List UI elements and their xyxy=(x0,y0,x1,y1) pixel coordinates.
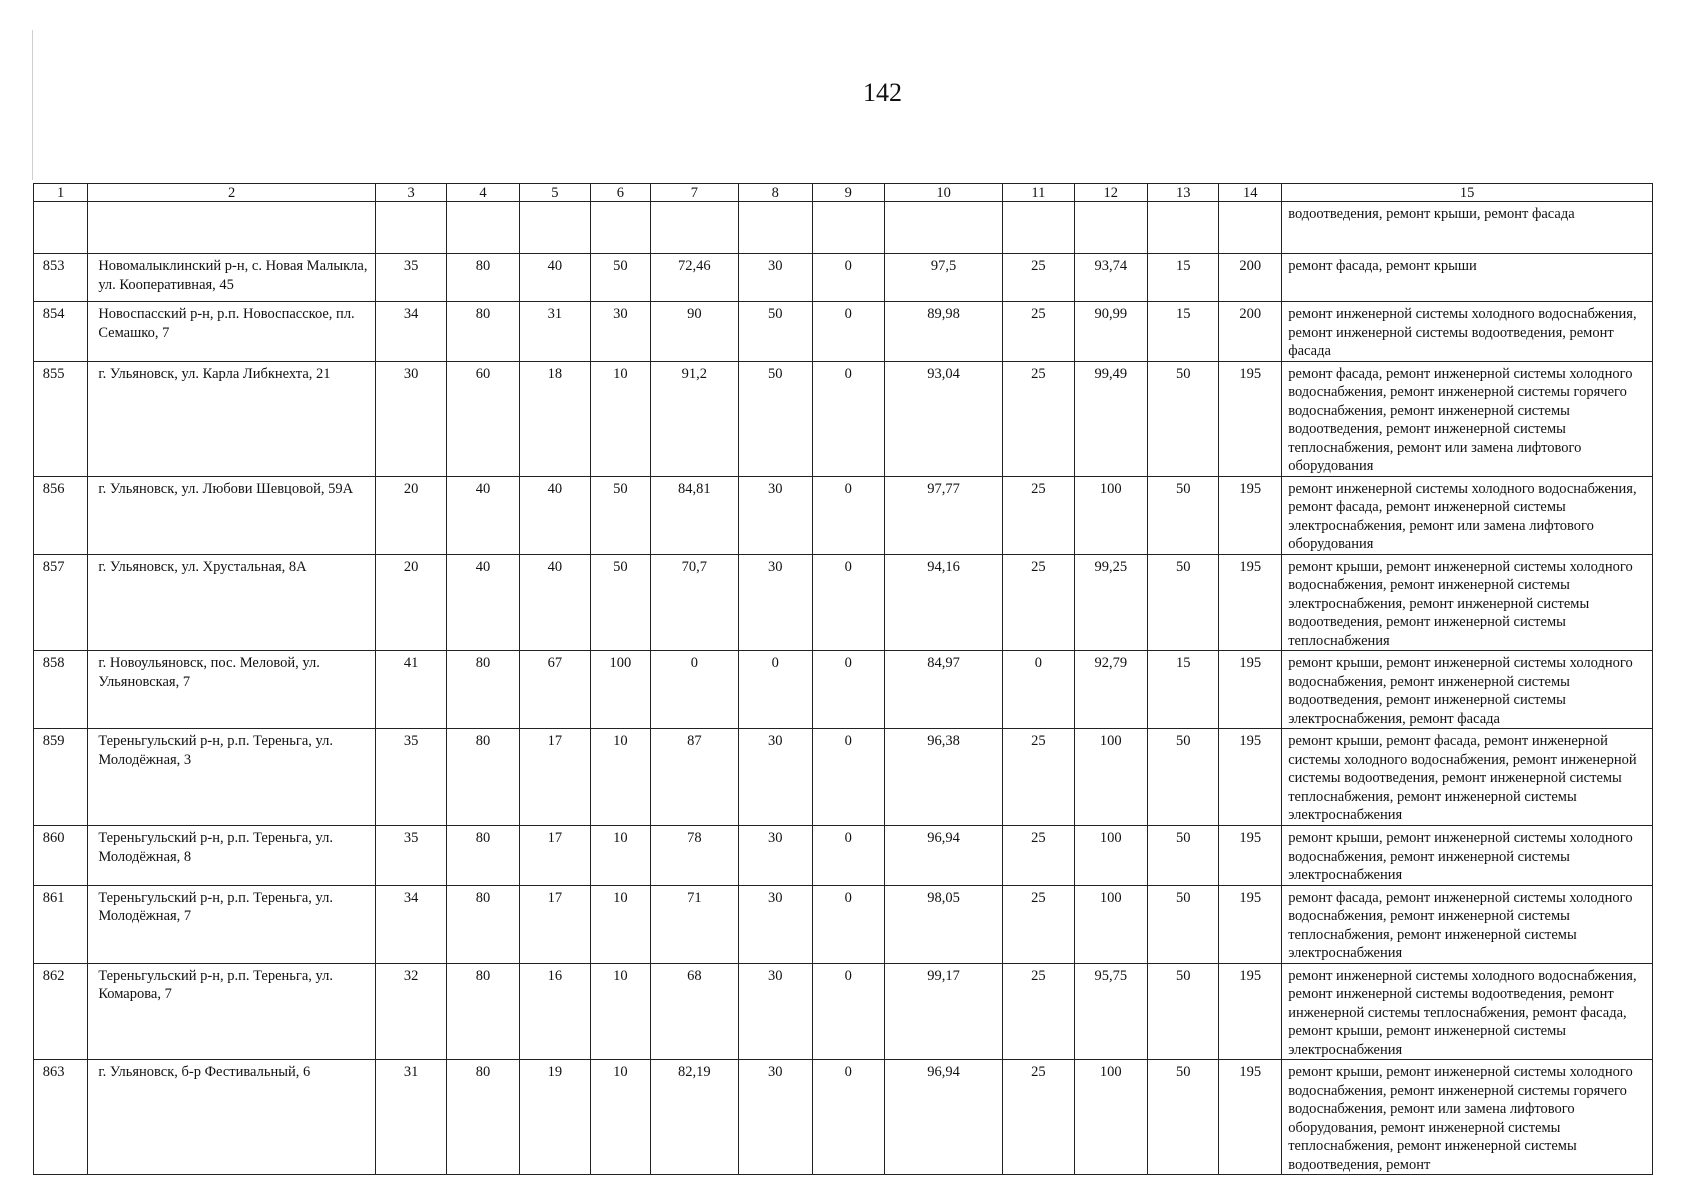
works-cell: водоотведения, ремонт крыши, ремонт фасада xyxy=(1282,202,1653,254)
table-body xyxy=(34,184,1653,1175)
column-header: 1 xyxy=(34,184,88,202)
table-cell xyxy=(519,202,590,254)
address-cell: Новоспасский р-н, р.п. Новоспасское, пл. Семашко, 7 xyxy=(88,302,376,362)
value-cell-c4: 80 xyxy=(447,729,519,826)
address-cell: г. Ульяновск, ул. Карла Либкнехта, 21 xyxy=(88,361,376,476)
row-number-cell: 856 xyxy=(34,476,88,554)
value-cell-c13: 50 xyxy=(1148,729,1219,826)
works-cell: ремонт крыши, ремонт инженерной системы холодного водоснабжения, ремонт инженерной системы горячего водоснабжения, ремонт или замена лифтового оборудования, ремонт инженерной системы теплоснабжения, ремонт инженерной системы водоотведения, ремонт xyxy=(1282,1060,1653,1175)
value-cell-c13: 50 xyxy=(1148,361,1219,476)
value-cell-c6: 50 xyxy=(591,476,651,554)
table-row xyxy=(34,885,1653,963)
table-cell xyxy=(739,202,812,254)
row-number-cell: 858 xyxy=(34,651,88,729)
value-cell-c7: 0 xyxy=(650,651,738,729)
address-cell: Тереньгульский р-н, р.п. Тереньга, ул. Молодёжная, 7 xyxy=(88,885,376,963)
table-row xyxy=(34,963,1653,1060)
value-cell-c4: 80 xyxy=(447,826,519,886)
value-cell-c5: 40 xyxy=(519,554,590,651)
table-row xyxy=(34,826,1653,886)
value-cell-c13: 50 xyxy=(1148,826,1219,886)
value-cell-c7: 71 xyxy=(650,885,738,963)
value-cell-c13: 50 xyxy=(1148,554,1219,651)
column-header: 8 xyxy=(739,184,812,202)
value-cell-c12: 100 xyxy=(1074,1060,1147,1175)
value-cell-c14: 195 xyxy=(1219,826,1282,886)
value-cell-c13: 15 xyxy=(1148,651,1219,729)
value-cell-c7: 91,2 xyxy=(650,361,738,476)
value-cell-c14: 200 xyxy=(1219,302,1282,362)
table-row xyxy=(34,651,1653,729)
value-cell-c7: 68 xyxy=(650,963,738,1060)
column-header: 11 xyxy=(1003,184,1074,202)
works-cell: ремонт фасада, ремонт инженерной системы холодного водоснабжения, ремонт инженерной системы горячего водоснабжения, ремонт инженерной системы водоотведения, ремонт инженерной системы теплоснабжения, ремонт или замена лифтового оборудования xyxy=(1282,361,1653,476)
value-cell-c11: 25 xyxy=(1003,1060,1074,1175)
value-cell-c9: 0 xyxy=(812,1060,884,1175)
value-cell-c12: 90,99 xyxy=(1074,302,1147,362)
address-cell: Тереньгульский р-н, р.п. Тереньга, ул. Комарова, 7 xyxy=(88,963,376,1060)
value-cell-c10: 98,05 xyxy=(884,885,1002,963)
table-cell xyxy=(591,202,651,254)
value-cell-c7: 82,19 xyxy=(650,1060,738,1175)
row-number-cell: 857 xyxy=(34,554,88,651)
value-cell-c4: 40 xyxy=(447,554,519,651)
value-cell-c12: 92,79 xyxy=(1074,651,1147,729)
value-cell-c6: 10 xyxy=(591,885,651,963)
value-cell-c10: 99,17 xyxy=(884,963,1002,1060)
value-cell-c4: 80 xyxy=(447,885,519,963)
value-cell-c4: 80 xyxy=(447,302,519,362)
row-number-cell: 862 xyxy=(34,963,88,1060)
value-cell-c9: 0 xyxy=(812,302,884,362)
value-cell-c3: 30 xyxy=(375,361,446,476)
value-cell-c10: 97,5 xyxy=(884,254,1002,302)
value-cell-c13: 50 xyxy=(1148,476,1219,554)
value-cell-c5: 17 xyxy=(519,885,590,963)
works-cell: ремонт крыши, ремонт инженерной системы холодного водоснабжения, ремонт инженерной системы электроснабжения, ремонт инженерной системы водоотведения, ремонт инженерной системы теплоснабжения xyxy=(1282,554,1653,651)
column-header: 6 xyxy=(591,184,651,202)
works-cell: ремонт инженерной системы холодного водоснабжения, ремонт фасада, ремонт инженерной системы электроснабжения, ремонт или замена лифтового оборудования xyxy=(1282,476,1653,554)
value-cell-c11: 25 xyxy=(1003,826,1074,886)
row-number-cell: 853 xyxy=(34,254,88,302)
value-cell-c14: 195 xyxy=(1219,963,1282,1060)
value-cell-c8: 30 xyxy=(739,476,812,554)
value-cell-c8: 30 xyxy=(739,1060,812,1175)
table-row xyxy=(34,476,1653,554)
value-cell-c3: 35 xyxy=(375,826,446,886)
value-cell-c4: 80 xyxy=(447,254,519,302)
value-cell-c3: 31 xyxy=(375,1060,446,1175)
row-number-cell: 863 xyxy=(34,1060,88,1175)
value-cell-c11: 25 xyxy=(1003,963,1074,1060)
value-cell-c13: 50 xyxy=(1148,1060,1219,1175)
value-cell-c9: 0 xyxy=(812,476,884,554)
value-cell-c8: 50 xyxy=(739,302,812,362)
column-header: 13 xyxy=(1148,184,1219,202)
table-cell xyxy=(884,202,1002,254)
works-cell: ремонт крыши, ремонт инженерной системы холодного водоснабжения, ремонт инженерной системы электроснабжения xyxy=(1282,826,1653,886)
value-cell-c5: 16 xyxy=(519,963,590,1060)
table-cell xyxy=(88,202,376,254)
value-cell-c12: 100 xyxy=(1074,476,1147,554)
value-cell-c8: 30 xyxy=(739,963,812,1060)
value-cell-c13: 50 xyxy=(1148,885,1219,963)
column-header: 15 xyxy=(1282,184,1653,202)
value-cell-c10: 96,94 xyxy=(884,826,1002,886)
value-cell-c11: 25 xyxy=(1003,302,1074,362)
value-cell-c12: 100 xyxy=(1074,826,1147,886)
column-header: 12 xyxy=(1074,184,1147,202)
value-cell-c6: 10 xyxy=(591,729,651,826)
value-cell-c4: 80 xyxy=(447,1060,519,1175)
value-cell-c5: 17 xyxy=(519,826,590,886)
column-header: 2 xyxy=(88,184,376,202)
value-cell-c14: 195 xyxy=(1219,476,1282,554)
value-cell-c7: 78 xyxy=(650,826,738,886)
value-cell-c14: 195 xyxy=(1219,651,1282,729)
value-cell-c4: 80 xyxy=(447,651,519,729)
row-number-cell: 855 xyxy=(34,361,88,476)
value-cell-c6: 100 xyxy=(591,651,651,729)
address-cell: г. Ульяновск, б-р Фестивальный, 6 xyxy=(88,1060,376,1175)
value-cell-c10: 93,04 xyxy=(884,361,1002,476)
column-header: 4 xyxy=(447,184,519,202)
value-cell-c14: 195 xyxy=(1219,361,1282,476)
value-cell-c7: 90 xyxy=(650,302,738,362)
value-cell-c9: 0 xyxy=(812,554,884,651)
value-cell-c9: 0 xyxy=(812,254,884,302)
value-cell-c6: 10 xyxy=(591,361,651,476)
value-cell-c7: 72,46 xyxy=(650,254,738,302)
value-cell-c14: 200 xyxy=(1219,254,1282,302)
value-cell-c5: 40 xyxy=(519,476,590,554)
value-cell-c5: 31 xyxy=(519,302,590,362)
table-cell xyxy=(1219,202,1282,254)
column-header: 3 xyxy=(375,184,446,202)
row-number-cell: 854 xyxy=(34,302,88,362)
data-table xyxy=(33,183,1653,1175)
table-cell xyxy=(375,202,446,254)
column-header: 5 xyxy=(519,184,590,202)
table-cell xyxy=(1074,202,1147,254)
value-cell-c4: 80 xyxy=(447,963,519,1060)
column-header: 7 xyxy=(650,184,738,202)
address-cell: Тереньгульский р-н, р.п. Тереньга, ул. Молодёжная, 8 xyxy=(88,826,376,886)
value-cell-c12: 99,25 xyxy=(1074,554,1147,651)
value-cell-c7: 84,81 xyxy=(650,476,738,554)
works-cell: ремонт фасада, ремонт инженерной системы холодного водоснабжения, ремонт инженерной системы теплоснабжения, ремонт инженерной системы электроснабжения xyxy=(1282,885,1653,963)
column-header: 9 xyxy=(812,184,884,202)
value-cell-c12: 95,75 xyxy=(1074,963,1147,1060)
value-cell-c13: 15 xyxy=(1148,302,1219,362)
value-cell-c7: 70,7 xyxy=(650,554,738,651)
value-cell-c13: 15 xyxy=(1148,254,1219,302)
value-cell-c10: 96,38 xyxy=(884,729,1002,826)
value-cell-c3: 34 xyxy=(375,302,446,362)
continuation-row xyxy=(34,202,1653,254)
value-cell-c7: 87 xyxy=(650,729,738,826)
value-cell-c8: 0 xyxy=(739,651,812,729)
table-row xyxy=(34,554,1653,651)
value-cell-c9: 0 xyxy=(812,885,884,963)
value-cell-c3: 34 xyxy=(375,885,446,963)
value-cell-c3: 20 xyxy=(375,554,446,651)
value-cell-c5: 18 xyxy=(519,361,590,476)
table-cell xyxy=(650,202,738,254)
value-cell-c3: 41 xyxy=(375,651,446,729)
address-cell: г. Ульяновск, ул. Хрустальная, 8А xyxy=(88,554,376,651)
value-cell-c3: 35 xyxy=(375,729,446,826)
value-cell-c13: 50 xyxy=(1148,963,1219,1060)
value-cell-c8: 30 xyxy=(739,885,812,963)
value-cell-c5: 40 xyxy=(519,254,590,302)
value-cell-c9: 0 xyxy=(812,963,884,1060)
page-number: 142 xyxy=(863,78,902,107)
value-cell-c10: 84,97 xyxy=(884,651,1002,729)
address-cell: г. Ульяновск, ул. Любови Шевцовой, 59А xyxy=(88,476,376,554)
value-cell-c14: 195 xyxy=(1219,554,1282,651)
row-number-cell: 859 xyxy=(34,729,88,826)
value-cell-c3: 20 xyxy=(375,476,446,554)
value-cell-c10: 97,77 xyxy=(884,476,1002,554)
value-cell-c9: 0 xyxy=(812,729,884,826)
value-cell-c12: 99,49 xyxy=(1074,361,1147,476)
table-row xyxy=(34,1060,1653,1175)
value-cell-c5: 19 xyxy=(519,1060,590,1175)
table-row xyxy=(34,254,1653,302)
table-row xyxy=(34,302,1653,362)
value-cell-c11: 25 xyxy=(1003,254,1074,302)
value-cell-c6: 50 xyxy=(591,554,651,651)
table-cell xyxy=(447,202,519,254)
value-cell-c9: 0 xyxy=(812,826,884,886)
table-row xyxy=(34,729,1653,826)
value-cell-c4: 40 xyxy=(447,476,519,554)
value-cell-c6: 30 xyxy=(591,302,651,362)
works-cell: ремонт крыши, ремонт фасада, ремонт инженерной системы холодного водоснабжения, ремонт инженерной системы водоотведения, ремонт инженерной системы теплоснабжения, ремонт инженерной системы электроснабжения xyxy=(1282,729,1653,826)
value-cell-c14: 195 xyxy=(1219,729,1282,826)
value-cell-c11: 25 xyxy=(1003,361,1074,476)
value-cell-c6: 10 xyxy=(591,826,651,886)
value-cell-c12: 100 xyxy=(1074,729,1147,826)
value-cell-c3: 32 xyxy=(375,963,446,1060)
address-cell: г. Новоульяновск, пос. Меловой, ул. Ульяновская, 7 xyxy=(88,651,376,729)
value-cell-c6: 10 xyxy=(591,1060,651,1175)
works-cell: ремонт крыши, ремонт инженерной системы холодного водоснабжения, ремонт инженерной системы водоотведения, ремонт инженерной системы электроснабжения, ремонт фасада xyxy=(1282,651,1653,729)
row-number-cell: 860 xyxy=(34,826,88,886)
value-cell-c8: 30 xyxy=(739,254,812,302)
value-cell-c10: 94,16 xyxy=(884,554,1002,651)
column-header: 10 xyxy=(884,184,1002,202)
table-cell xyxy=(812,202,884,254)
value-cell-c11: 0 xyxy=(1003,651,1074,729)
value-cell-c12: 100 xyxy=(1074,885,1147,963)
value-cell-c8: 30 xyxy=(739,826,812,886)
value-cell-c11: 25 xyxy=(1003,885,1074,963)
value-cell-c11: 25 xyxy=(1003,554,1074,651)
row-number-cell: 861 xyxy=(34,885,88,963)
value-cell-c11: 25 xyxy=(1003,729,1074,826)
value-cell-c12: 93,74 xyxy=(1074,254,1147,302)
value-cell-c10: 96,94 xyxy=(884,1060,1002,1175)
works-cell: ремонт инженерной системы холодного водоснабжения, ремонт инженерной системы водоотведения, ремонт фасада xyxy=(1282,302,1653,362)
value-cell-c11: 25 xyxy=(1003,476,1074,554)
address-cell: Тереньгульский р-н, р.п. Тереньга, ул. Молодёжная, 3 xyxy=(88,729,376,826)
value-cell-c9: 0 xyxy=(812,361,884,476)
address-cell: Новомалыклинский р-н, с. Новая Малыкла, ул. Кооперативная, 45 xyxy=(88,254,376,302)
value-cell-c6: 50 xyxy=(591,254,651,302)
works-cell: ремонт инженерной системы холодного водоснабжения, ремонт инженерной системы водоотведения, ремонт инженерной системы теплоснабжения, ремонт фасада, ремонт крыши, ремонт инженерной системы электроснабжения xyxy=(1282,963,1653,1060)
value-cell-c14: 195 xyxy=(1219,885,1282,963)
column-header: 14 xyxy=(1219,184,1282,202)
value-cell-c14: 195 xyxy=(1219,1060,1282,1175)
works-cell: ремонт фасада, ремонт крыши xyxy=(1282,254,1653,302)
value-cell-c5: 67 xyxy=(519,651,590,729)
table-cell xyxy=(34,202,88,254)
value-cell-c8: 50 xyxy=(739,361,812,476)
table-row xyxy=(34,361,1653,476)
table-cell xyxy=(1003,202,1074,254)
value-cell-c5: 17 xyxy=(519,729,590,826)
table-cell xyxy=(1148,202,1219,254)
value-cell-c10: 89,98 xyxy=(884,302,1002,362)
value-cell-c6: 10 xyxy=(591,963,651,1060)
value-cell-c4: 60 xyxy=(447,361,519,476)
value-cell-c8: 30 xyxy=(739,729,812,826)
column-header-row xyxy=(34,184,1653,202)
value-cell-c9: 0 xyxy=(812,651,884,729)
value-cell-c8: 30 xyxy=(739,554,812,651)
value-cell-c3: 35 xyxy=(375,254,446,302)
